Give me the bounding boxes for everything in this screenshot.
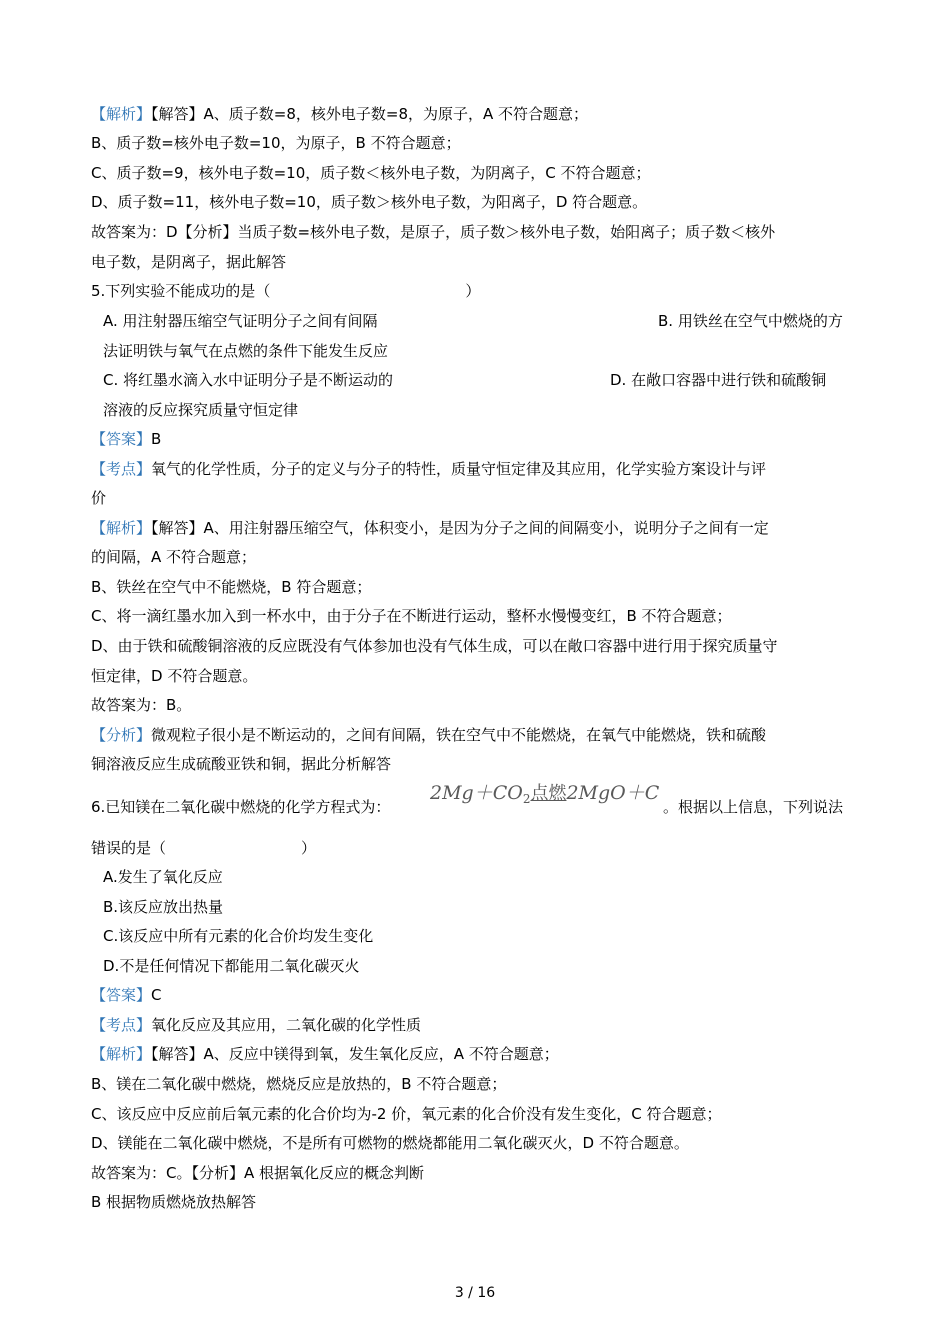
q6-analysis-line2: B、镁在二氧化碳中燃烧，燃烧反应是放热的，B 不符合题意；	[91, 1075, 507, 1093]
q6-stem-part1: 6.已知镁在二氧化碳中燃烧的化学方程式为：	[91, 798, 391, 816]
analysis-tag: 【解析】	[91, 105, 152, 123]
q6-keypoint	[91, 1015, 421, 1035]
equation-reactants: 2Mg＋CO	[430, 782, 523, 804]
answer-tag: 【答案】	[91, 430, 152, 448]
q5-analysis-line6: 恒定律，D 不符合题意。	[91, 667, 258, 685]
q4-analysis-line3: C、质子数=9，核外电子数=10，质子数＜核外电子数，为阴离子，C 不符合题意；	[91, 164, 651, 182]
q4-conclusion-line1: 故答案为：D【分析】当质子数=核外电子数，是原子，质子数＞核外电子数，始阳离子；质子数＜核外	[91, 223, 776, 241]
q6-conclusion-line2: B 根据物质燃烧放热解答	[91, 1193, 257, 1211]
q6-answer-value: C	[151, 986, 162, 1004]
q5-analysis-line2: 的间隔，A 不符合题意；	[91, 548, 257, 566]
q5-answer-value: B	[151, 430, 162, 448]
q6-option-a: A.发生了氧化反应	[103, 868, 223, 886]
q4-analysis-text1: 【解答】A、质子数=8，核外电子数=8，为原子，A 不符合题意；	[151, 105, 589, 123]
q5-fenxi-text1: 微观粒子很小是不断运动的，之间有间隔，铁在空气中不能燃烧，在氧气中能燃烧，铁和硫酸	[151, 726, 767, 744]
q4-analysis-line4: D、质子数=11，核外电子数=10，质子数＞核外电子数，为阳离子，D 符合题意。	[91, 193, 648, 211]
keypoint-tag: 【考点】	[91, 460, 152, 478]
q5-option-d-line2: 溶液的反应探究质量守恒定律	[103, 401, 299, 419]
q6-stem-line2: 错误的是（ ）	[91, 839, 317, 857]
q6-answer	[91, 985, 162, 1005]
q4-conclusion-line2: 电子数，是阴离子，据此解答	[91, 253, 287, 271]
q5-keypoint-text1: 氧气的化学性质，分子的定义与分子的特性，质量守恒定律及其应用，化学实验方案设计与评	[151, 460, 767, 478]
q5-option-b-line2: 法证明铁与氧气在点燃的条件下能发生反应	[103, 342, 389, 360]
q5-answer	[91, 429, 161, 449]
equation-products: 2MgO＋C	[566, 782, 660, 804]
q5-analysis-line1	[91, 518, 769, 538]
q5-option-b-line1: B. 用铁丝在空气中燃烧的方	[658, 312, 843, 330]
analysis-tag: 【解析】	[91, 519, 152, 537]
q4-analysis-line2: B、质子数=核外电子数=10，为原子，B 不符合题意；	[91, 134, 461, 152]
chemical-equation	[430, 780, 660, 806]
q6-analysis-line3: C、该反应中反应前后氧元素的化合价均为-2 价，氧元素的化合价没有发生变化，C 符合题意；	[91, 1105, 722, 1123]
q6-analysis-text1: 【解答】A、反应中镁得到氧，发生氧化反应，A 不符合题意；	[151, 1045, 559, 1063]
q5-option-a: A. 用注射器压缩空气证明分子之间有间隔	[103, 312, 378, 330]
q6-conclusion-line1: 故答案为：C。【分析】A 根据氧化反应的概念判断	[91, 1164, 425, 1182]
equation-condition: 点燃	[530, 783, 567, 804]
page-number: 3 / 16	[454, 1285, 496, 1301]
answer-tag: 【答案】	[91, 986, 152, 1004]
q5-keypoint-line2: 价	[91, 489, 107, 507]
q5-analysis-line4: C、将一滴红墨水加入到一杯水中，由于分子在不断进行运动，整杯水慢慢变红，B 不符合题意；	[91, 607, 732, 625]
q5-analysis-line5: D、由于铁和硫酸铜溶液的反应既没有气体参加也没有气体生成，可以在敞口容器中进行用于探究质量守	[91, 637, 778, 655]
q4-analysis-line1	[91, 104, 588, 124]
q5-analysis-text1: 【解答】A、用注射器压缩空气，体积变小，是因为分子之间的间隔变小，说明分子之间有一定	[151, 519, 769, 537]
q6-stem-part2: 。根据以上信息，下列说法	[663, 798, 844, 816]
q5-stem: 5.下列实验不能成功的是（ ）	[91, 282, 481, 300]
q5-keypoint-line1	[91, 459, 766, 479]
q6-option-d: D.不是任何情况下都能用二氧化碳灭火	[103, 957, 360, 975]
keypoint-tag: 【考点】	[91, 1016, 152, 1034]
q5-fenxi-line1	[91, 725, 766, 745]
q5-final-answer: 故答案为：B。	[91, 696, 192, 714]
q5-option-c: C. 将红墨水滴入水中证明分子是不断运动的	[103, 371, 394, 389]
q5-fenxi-line2: 铜溶液反应生成硫酸亚铁和铜，据此分析解答	[91, 755, 392, 773]
analysis-tag: 【解析】	[91, 1045, 152, 1063]
q6-analysis-line1	[91, 1044, 559, 1064]
q5-analysis-line3: B、铁丝在空气中不能燃烧，B 符合题意；	[91, 578, 372, 596]
q6-option-b: B.该反应放出热量	[103, 898, 224, 916]
q6-keypoint-text: 氧化反应及其应用，二氧化碳的化学性质	[151, 1016, 422, 1034]
q6-option-c: C.该反应中所有元素的化合价均发生变化	[103, 927, 374, 945]
equation-subscript: 2	[522, 792, 531, 806]
fenxi-tag: 【分析】	[91, 726, 152, 744]
q6-analysis-line4: D、镁能在二氧化碳中燃烧，不是所有可燃物的燃烧都能用二氧化碳灭火，D 不符合题意。	[91, 1134, 689, 1152]
q5-option-d-line1: D. 在敞口容器中进行铁和硫酸铜	[610, 371, 827, 389]
